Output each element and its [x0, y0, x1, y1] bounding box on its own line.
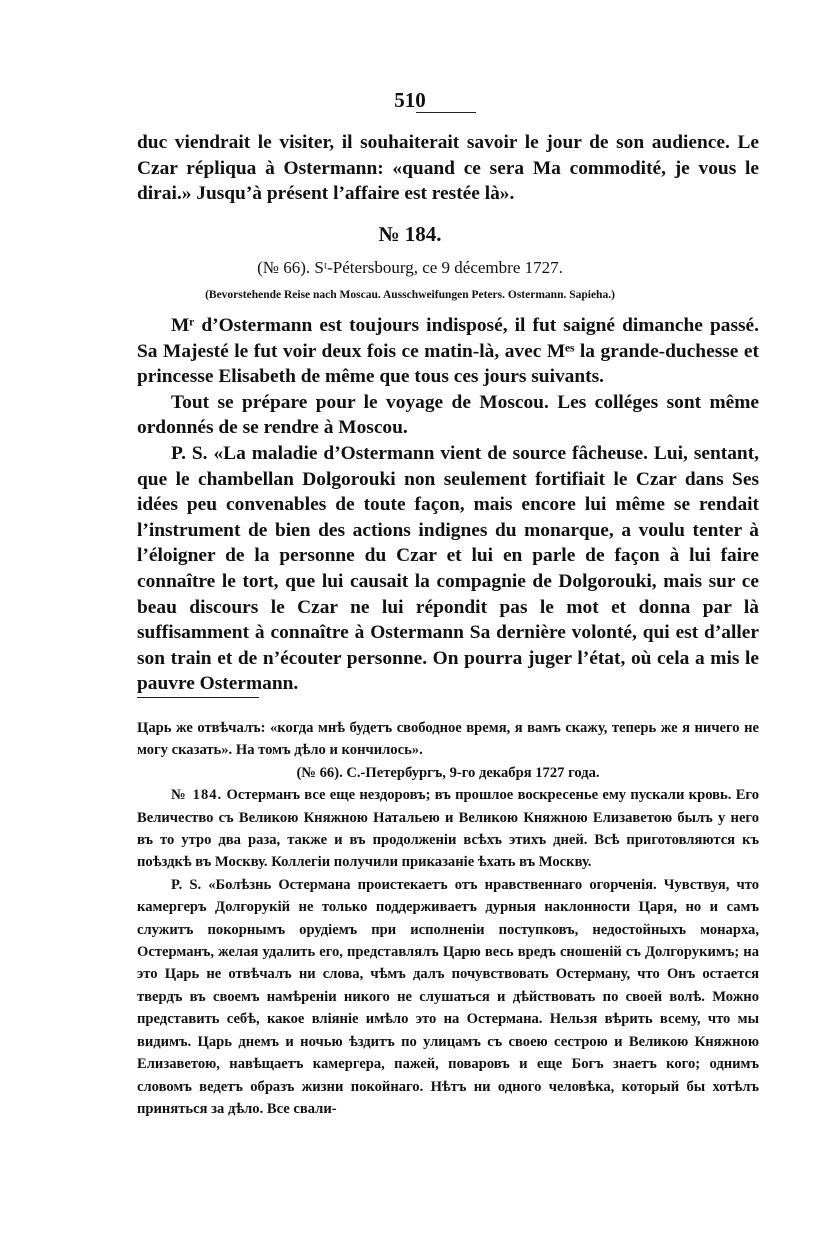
translation-paragraph-1 — [137, 784, 759, 874]
document-paragraph-1: Mʳ d’Ostermann est toujours indisposé, il fut saigné dimanche passé. Sa Majesté le fut voir deux fois ce matin-là, avec Mᵉˢ la grande-duchesse et princesse Elisabeth de même que tous ces jours suivants. — [137, 315, 759, 388]
page-number: 510 — [394, 88, 426, 112]
translation-intro: Царь же отвѣчалъ: «когда мнѣ будетъ свободное время, я вамъ скажу, теперь же я ничего не могу сказать». На томъ дѣло и кончилось». — [137, 720, 759, 759]
document-number: № 184. — [378, 222, 442, 246]
top-paragraph-text: duc viendrait le visiter, il souhaiterait savoir le jour de son audience. Le Czar répliqua à Ostermann: «quand ce sera Ma commodité, je vous le dirai.» Jusqu’à présent l’affaire est restée là». — [137, 132, 759, 205]
document-paragraph-3: P. S. «La maladie d’Ostermann vient de source fâcheuse. Lui, sentant, que le chambellan Dolgorouki non seulement fortifiait le Czar dans Ses idées peu convenables de toute façon, mais encore lui même se rendait l’instrument de bien des actions indignes du monarque, a voulu tenter à l’éloigner de la personne du Czar et lui en parle de façon à lui faire connaître le tort, que lui causait la compagnie de Dolgorouki, mais sur ce beau discours le Czar ne lui répondit pas le mot et donna par là suffisamment à connaître à Ostermann Sa dernière volonté, qui est d’aller son train et de n’écouter personne. On pourra juger l’état, où cela a mis le pauvre Ostermann. — [137, 442, 759, 695]
top-paragraph — [137, 130, 759, 207]
document-body — [137, 313, 759, 697]
page-number-rule — [416, 112, 476, 113]
translation-paragraph-1-text: Остерманъ все еще нездоровъ; въ прошлое воскресенье ему пускали кровь. Его Величество съ Великою Княжною Натальею и Великою Княжною Елизаветою былъ у него въ то утро два раза, также и въ продолженіи всѣхъ этихъ дней. Всѣ приготовляются къ поѣздкѣ въ Москву. Коллегіи получили приказаніе ѣхать въ Москву. — [137, 787, 759, 871]
translation-paragraph-2: P. S. «Болѣзнь Остермана проистекаетъ отъ нравственнаго огорченія. Чувствуя, что камергеръ Долгорукій не только поддерживаетъ дурныя наклонности Царя, но и самъ служитъ покорнымъ орудіемъ при исполненіи поступковъ, недостойныхъ монарха, Остерманъ, желая удалить его, представлялъ Царю весь вредъ сношеній съ Долгорукимъ; на это Царь не отвѣчалъ ни слова, чѣмъ далъ почувствовать Остерману, что Онъ остается твердъ въ своемъ намѣреніи никого не слушаться и дѣйствовать по своей волѣ. Можно представить себѣ, какое вліяніе имѣло это на Остермана. Нельзя вѣрить всему, что мы видимъ. Царь днемъ и ночью ѣздитъ по улицамъ съ своею сестрою и Великою Княжною Елизаветою, навѣщаетъ камергера, пажей, поваровъ и еще Богъ знаетъ кого; однимъ словомъ ведетъ образъ жизни покойнаго. Нѣтъ ни одного человѣка, который бы хотѣлъ приняться за дѣло. Все свали- — [137, 876, 759, 1117]
translation-block — [137, 717, 759, 1120]
document-paragraph-2: Tout se prépare pour le voyage de Moscou. Les colléges sont même ordonnés de se rendre à Moscou. — [137, 391, 759, 439]
translation-header: (№ 66). С.-Петербургъ, 9-го декабря 1727 года. — [296, 764, 600, 781]
document-subtitle: (Bevorstehende Reise nach Moscau. Ausschweifungen Peters. Ostermann. Sapieha.) — [205, 289, 615, 301]
translation-number: № 184. — [171, 787, 223, 804]
document-header: (№ 66). Sᵗ-Pétersbourg, ce 9 décembre 1727. — [257, 258, 563, 277]
translation-divider — [137, 697, 259, 698]
